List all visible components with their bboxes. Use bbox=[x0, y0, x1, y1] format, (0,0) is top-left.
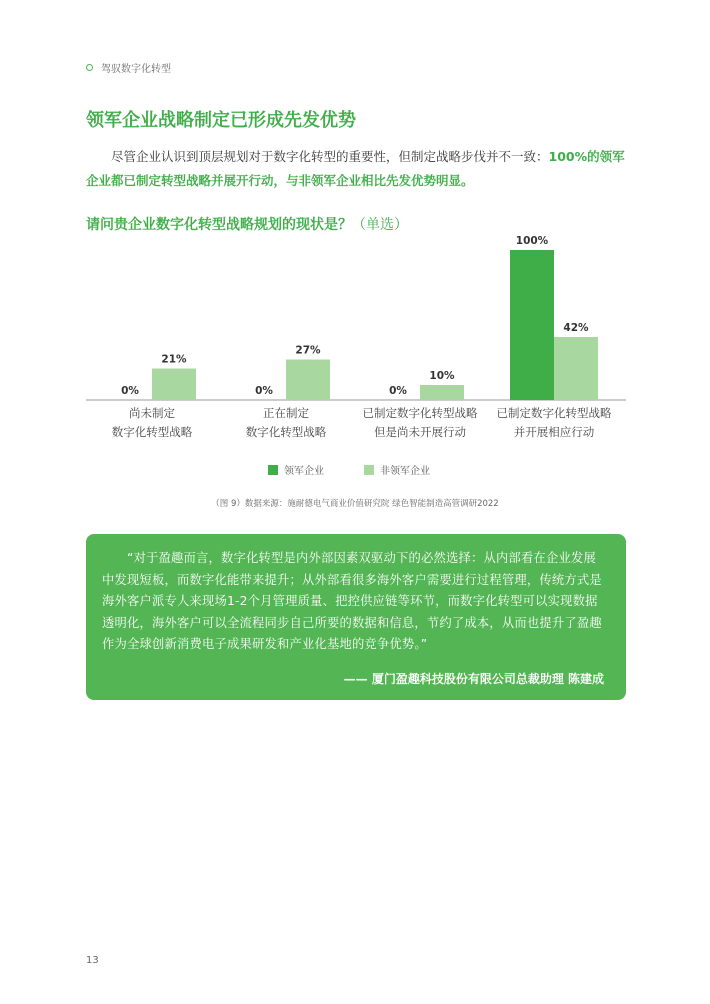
data-label-leader-3: 100% bbox=[515, 236, 549, 247]
category-label-2-line-0: 已制定数字化转型战略 bbox=[362, 406, 478, 420]
data-label-leader-2: 0% bbox=[389, 385, 407, 397]
intro-text: 尽管企业认识到顶层规划对于数字化转型的重要性，但制定战略步伐并不一致： bbox=[86, 149, 549, 164]
category-label-1-line-1: 数字化转型战略 bbox=[245, 425, 327, 439]
intro-paragraph bbox=[86, 145, 626, 193]
data-label-non-leader-0: 21% bbox=[161, 353, 187, 366]
data-label-leader-1: 0% bbox=[255, 385, 273, 397]
data-label-non-leader-2: 10% bbox=[429, 370, 455, 382]
chart-title bbox=[86, 214, 408, 234]
legend-swatch-non-leader bbox=[364, 465, 374, 475]
legend-swatch-leader bbox=[268, 465, 278, 475]
bar-non-leader-3 bbox=[554, 337, 598, 400]
legend-item-leader bbox=[268, 462, 324, 477]
category-label-0-line-1: 数字化转型战略 bbox=[111, 425, 193, 439]
intro-highlight: 100%的领军企业都已制定转型战略并展开行动，与非领军企业相比先发优势明显。 bbox=[86, 149, 625, 188]
quote-signature: —— 厦门盈趣科技股份有限公司总裁助理 陈建成 bbox=[343, 672, 604, 686]
category-label-3-line-0: 已制定数字化转型战略 bbox=[496, 406, 612, 420]
section-title: 领军企业战略制定已形成先发优势 bbox=[86, 110, 356, 131]
running-header bbox=[86, 60, 171, 75]
page-number: 13 bbox=[86, 955, 99, 966]
quote-box bbox=[86, 534, 626, 700]
category-label-0-line-0: 尚未制定 bbox=[129, 406, 175, 420]
figure-source: （图 9）数据来源：施耐德电气商业价值研究院 绿色智能制造高管调研2022 bbox=[211, 499, 499, 509]
bar-leader-3 bbox=[510, 250, 554, 400]
data-label-non-leader-3: 42% bbox=[563, 322, 589, 334]
bar-non-leader-0 bbox=[152, 369, 196, 401]
chart-title-suffix: （单选） bbox=[352, 217, 408, 233]
running-header-label: 驾驭数字化转型 bbox=[101, 64, 171, 75]
category-label-1-line-0: 正在制定 bbox=[263, 406, 309, 420]
bar-non-leader-2 bbox=[420, 385, 464, 400]
legend-label-non-leader: 非领军企业 bbox=[380, 466, 430, 477]
chart-legend bbox=[268, 462, 430, 477]
chart-title-main: 请问贵企业数字化转型战略规划的现状是？ bbox=[86, 217, 352, 233]
bar-non-leader-1 bbox=[286, 360, 330, 401]
bar-chart bbox=[86, 236, 626, 446]
quote-text: “对于盈趣而言，数字化转型是内外部因素双驱动下的必然选择：从内部看在企业发展中发现短板，而数字化能带来提升；从外部看很多海外客户需要进行过程管理，传统方式是海外客户派专人来现场1-2个月管理质量、把控供应链等环节，而数字化转型可以实现数据透明化，海外客户可以全流程同步自己所要的数据和信息，节约了成本，从而也提升了盈趣作为全球创新消费电子成果研发和产业化基地的竞争优势。” bbox=[102, 551, 602, 651]
circle-bullet-icon bbox=[86, 64, 93, 71]
category-label-3-line-1: 并开展相应行动 bbox=[513, 425, 595, 439]
data-label-leader-0: 0% bbox=[121, 385, 139, 397]
category-label-2-line-1: 但是尚未开展行动 bbox=[374, 425, 466, 439]
legend-item-non-leader bbox=[364, 462, 430, 477]
legend-label-leader: 领军企业 bbox=[284, 466, 324, 477]
data-label-non-leader-1: 27% bbox=[295, 344, 321, 357]
